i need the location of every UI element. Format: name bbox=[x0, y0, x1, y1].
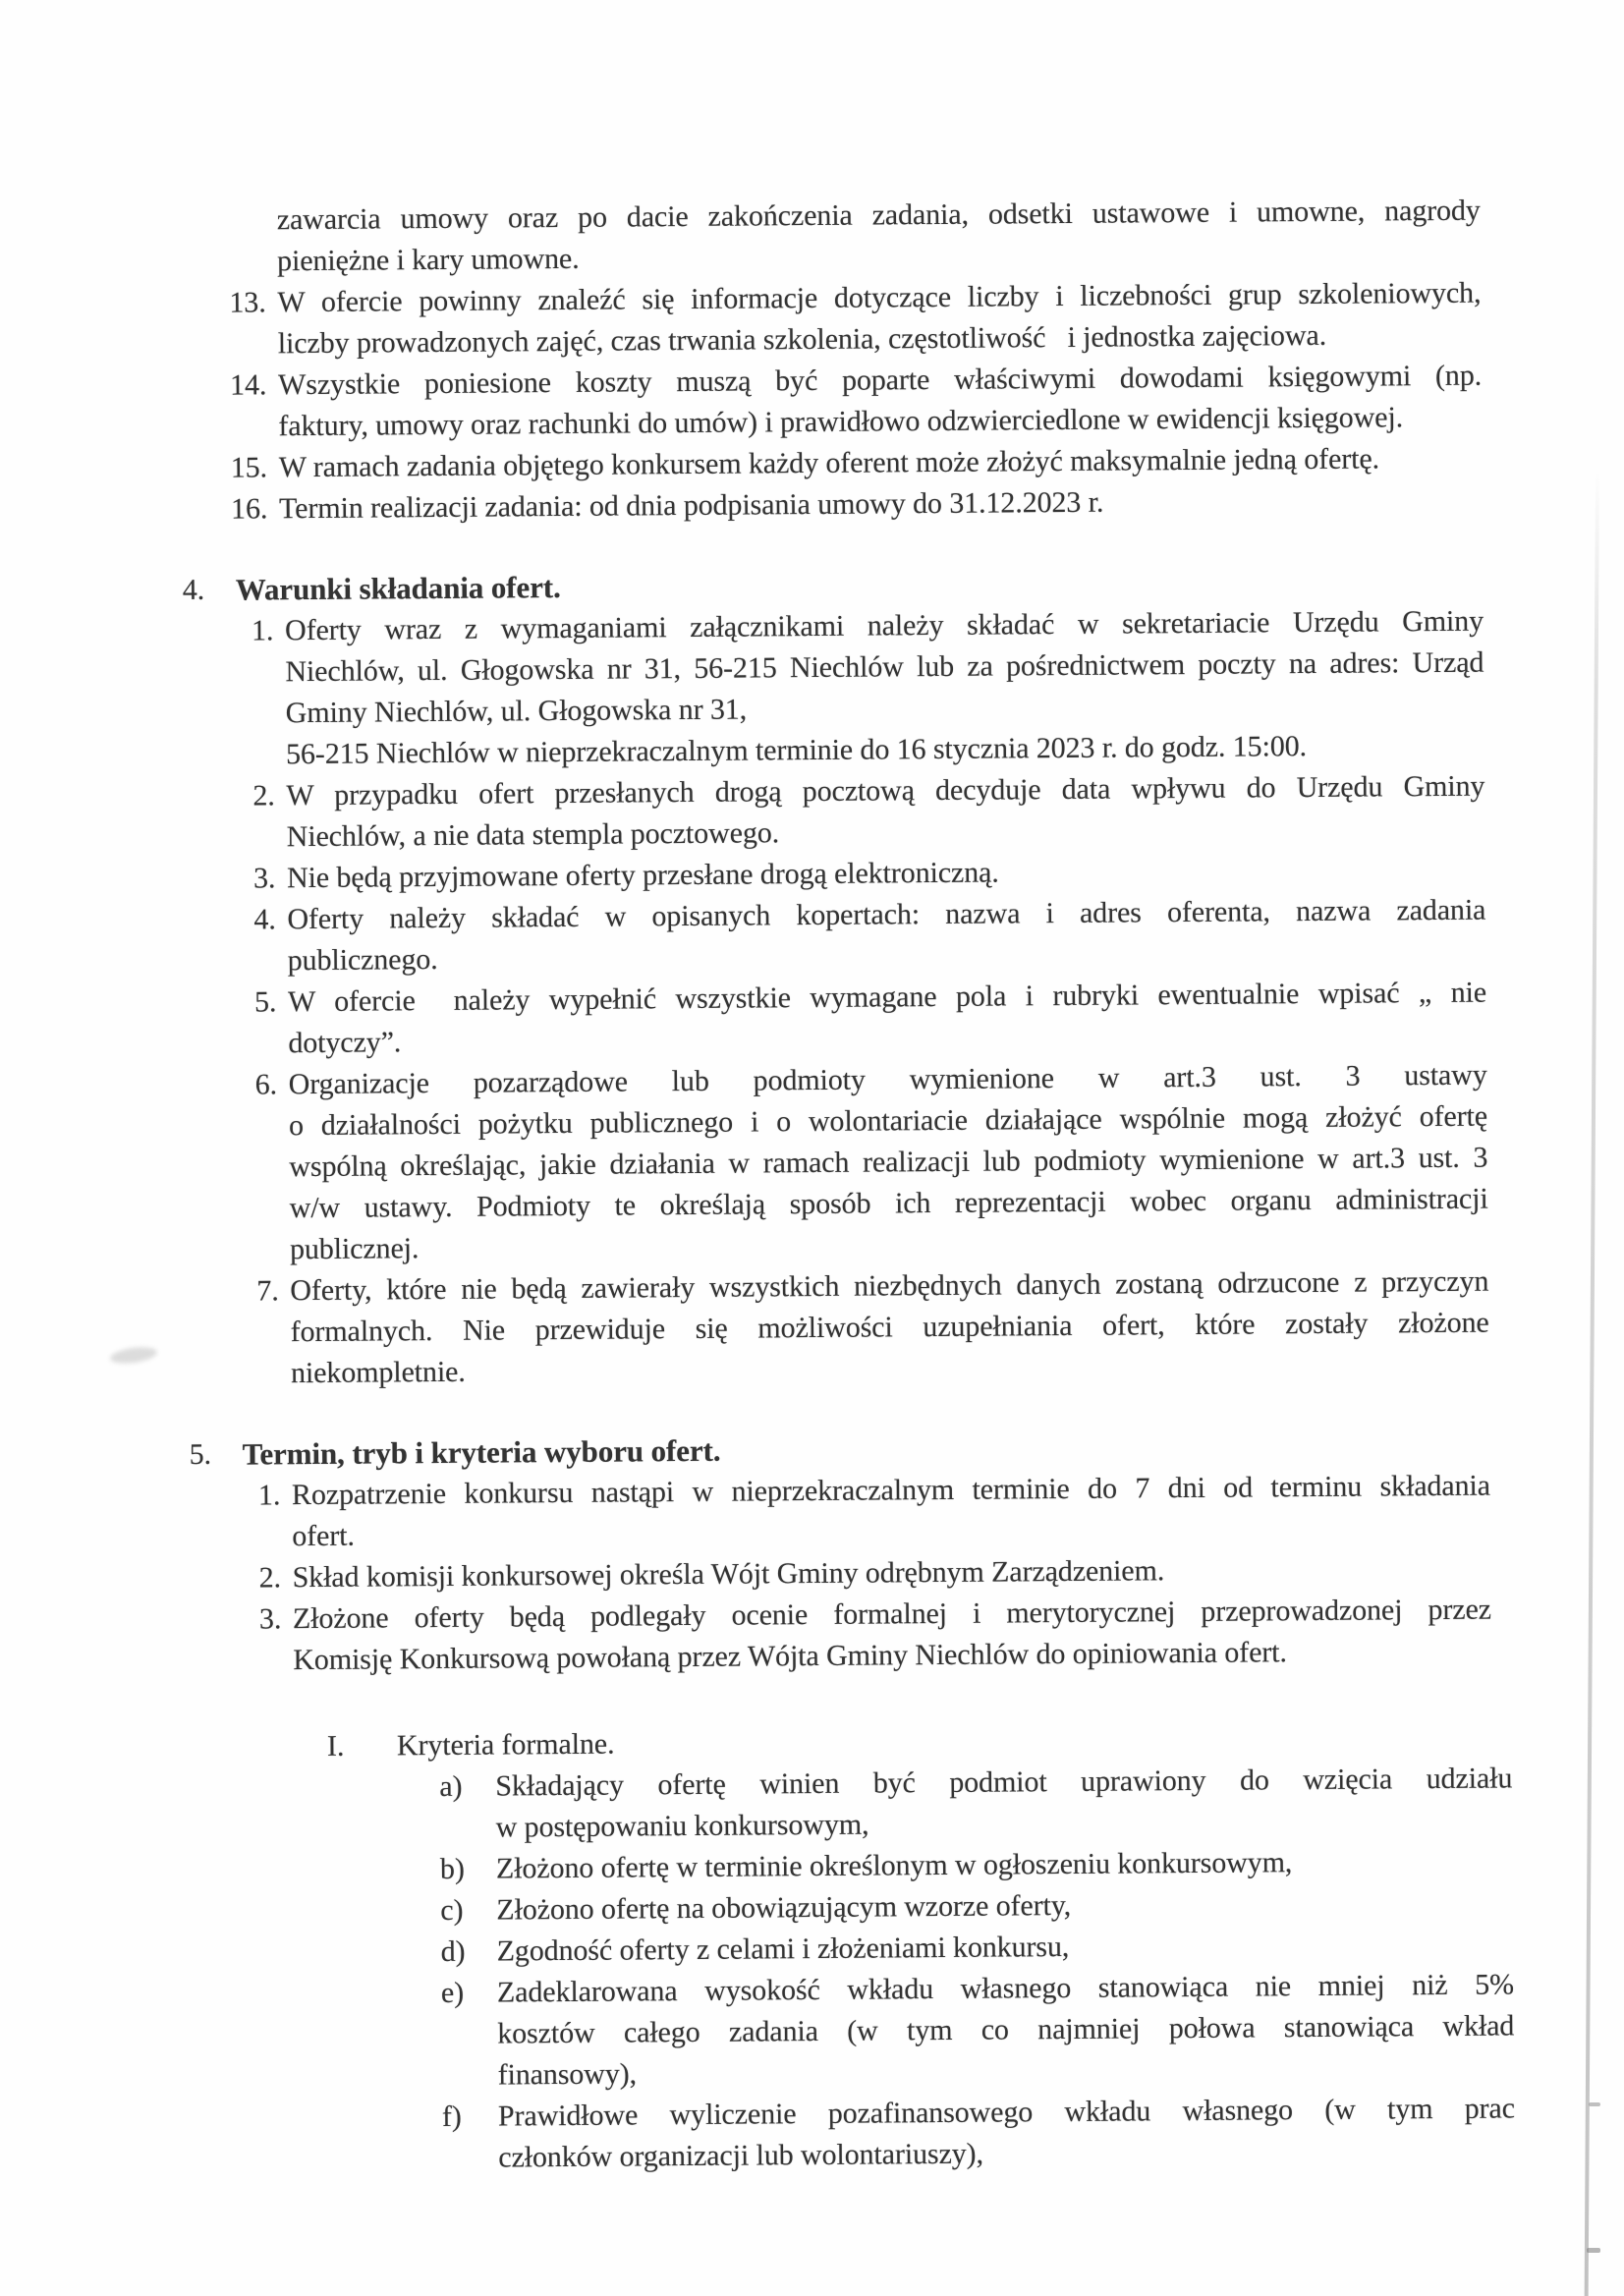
text-line: Złożone oferty będą podlegały ocenie formalnej i merytorycznej przeprowadzonej przez bbox=[292, 1593, 1492, 1636]
list-item bbox=[439, 1758, 1513, 1849]
list-item bbox=[254, 973, 1487, 1065]
roman-section-title: Kryteria formalne. bbox=[396, 1727, 615, 1763]
text-line: Termin realizacji zadania: od dnia podpisania umowy do 31.12.2023 r. bbox=[278, 485, 1104, 526]
text-line: o działalności pożytku publicznego i o wolontariacie działające wspólnie mogą złożyć ofertę bbox=[288, 1099, 1488, 1143]
numbered-list-13-16 bbox=[0, 272, 1621, 532]
item-marker: c) bbox=[440, 1893, 464, 1928]
text-line: W ramach zadania objętego konkursem każdy oferent może złożyć maksymalnie jedną ofertę. bbox=[278, 442, 1380, 484]
text-line: W ofercie należy wypełnić wszystkie wymagane pola i rubryki ewentualnie wpisać „ nie bbox=[287, 976, 1487, 1019]
text-line: liczby prowadzonych zajęć, czas trwania szkolenia, częstotliwość i jednostka zajęciowa. bbox=[277, 318, 1327, 361]
list-item bbox=[252, 766, 1485, 859]
item-marker: 3. bbox=[258, 1602, 282, 1636]
text-line: Złożono ofertę w terminie określonym w ogłoszeniu konkursowym, bbox=[495, 1846, 1293, 1885]
item-marker: a) bbox=[439, 1769, 463, 1804]
text-line: członków organizacji lub wolontariuszy), bbox=[498, 2137, 984, 2174]
section-item-list bbox=[0, 600, 1624, 1397]
item-marker: 7. bbox=[256, 1274, 279, 1308]
list-item bbox=[255, 1055, 1489, 1271]
text-line: Nie będą przyjmowane oferty przesłane drogą elektroniczną. bbox=[286, 856, 999, 895]
item-marker: 13. bbox=[229, 286, 266, 319]
item-marker: 6. bbox=[254, 1068, 278, 1101]
text-line: w postępowaniu konkursowym, bbox=[495, 1808, 869, 1844]
item-marker: 14. bbox=[229, 368, 267, 402]
list-item bbox=[253, 890, 1486, 982]
list-item bbox=[230, 356, 1483, 448]
item-marker: 4. bbox=[253, 903, 276, 936]
text-line: Składający ofertę winien być podmiot uprawiony do wzięcia udziału bbox=[495, 1762, 1513, 1803]
item-marker: 15. bbox=[230, 451, 268, 484]
section-number: 4. bbox=[182, 573, 205, 607]
text-line: Komisję Konkursową powołaną przez Wójta Gminy Niechlów do opiniowania ofert. bbox=[293, 1636, 1288, 1677]
text-line: finansowy), bbox=[497, 2057, 638, 2092]
roman-section-marker: I. bbox=[326, 1729, 345, 1763]
item-marker: e) bbox=[440, 1976, 465, 2009]
text-line: Organizacje pozarządowe lub podmioty wymienione w art.3 ust. 3 ustawy bbox=[288, 1058, 1487, 1101]
text-line: Niechlów, a nie data stempla pocztowego. bbox=[286, 816, 780, 854]
list-item bbox=[252, 601, 1484, 776]
section-item-list bbox=[5, 1464, 1624, 1683]
lettered-criteria-list bbox=[7, 1757, 1624, 2182]
text-line: formalnych. Nie przewiduje się możliwości uzupełniania ofert, które zostały złożone bbox=[290, 1306, 1489, 1349]
text-line: w/w ustawy. Podmioty te określają sposób ich reprezentacji wobec organu administracji bbox=[289, 1182, 1488, 1225]
paragraph-continuation bbox=[0, 190, 1619, 285]
item-marker: d) bbox=[440, 1934, 466, 1969]
text-line: pieniężne i kary umowne. bbox=[276, 242, 580, 278]
text-line: publicznego. bbox=[287, 942, 438, 978]
text-line: kosztów całego zadania (w tym co najmniej połowa stanowiąca wkład bbox=[497, 2009, 1515, 2050]
text-line: Wszystkie poniesione koszty muszą być poparte właściwymi dowodami księgowymi (np. bbox=[277, 359, 1483, 402]
section-title: Warunki składania ofert. bbox=[235, 570, 561, 607]
text-line: Oferty należy składać w opisanych kopertach: nazwa i adres oferenta, nazwa zadania bbox=[287, 893, 1486, 936]
list-item bbox=[229, 273, 1482, 365]
text-line: niekompletnie. bbox=[290, 1355, 466, 1390]
item-marker: 1. bbox=[257, 1479, 281, 1512]
text-line: dotyczy”. bbox=[288, 1026, 402, 1060]
text-line: Niechlów, ul. Głogowska nr 31, 56-215 Niechlów lub za pośrednictwem poczty na adres: Urząd bbox=[285, 645, 1484, 689]
item-marker: 16. bbox=[230, 492, 268, 526]
scan-artifact-tick bbox=[1589, 2102, 1600, 2106]
text-line: W ofercie powinny znaleźć się informacje dotyczące liczby i liczebności grup szkoleniowych, bbox=[277, 276, 1482, 319]
sections-container bbox=[0, 559, 1624, 1684]
text-line: W przypadku ofert przesłanych drogą pocztową decyduje data wpływu do Urzędu Gminy bbox=[286, 769, 1485, 812]
list-item bbox=[256, 1261, 1489, 1395]
item-marker: 2. bbox=[258, 1561, 282, 1595]
list-item bbox=[442, 2088, 1516, 2179]
list-item bbox=[258, 1466, 1491, 1558]
section-number: 5. bbox=[189, 1437, 212, 1471]
item-marker: 2. bbox=[252, 779, 275, 812]
text-line: Skład komisji konkursowej określa Wójt Gminy odrębnym Zarządzeniem. bbox=[292, 1554, 1165, 1595]
item-marker: 1. bbox=[251, 614, 274, 647]
list-item bbox=[259, 1590, 1492, 1682]
section-title: Termin, tryb i kryteria wyboru ofert. bbox=[242, 1432, 721, 1472]
text-line: Zgodność oferty z celami i złożeniami konkursu, bbox=[496, 1930, 1070, 1968]
text-line: ofert. bbox=[292, 1519, 355, 1553]
text-line: Gminy Niechlów, ul. Głogowska nr 31, bbox=[285, 693, 748, 730]
item-marker: 3. bbox=[252, 862, 276, 895]
text-line: Oferty wraz z wymaganiami załącznikami należy składać w sekretariacie Urzędu Gminy bbox=[284, 604, 1484, 647]
item-marker: b) bbox=[439, 1852, 465, 1886]
text-line: zawarcia umowy oraz po dacie zakończenia zadania, odsetki ustawowe i umowne, nagrody bbox=[276, 194, 1481, 237]
item-marker: 5. bbox=[253, 985, 277, 1019]
text-line: Rozpatrzenie konkursu nastąpi w nieprzekraczalnym terminie do 7 dni od terminu składania bbox=[291, 1469, 1491, 1512]
text-line: Oferty, które nie będą zawierały wszystkich niezbędnych danych zostaną odrzucone z przyczyn bbox=[290, 1264, 1489, 1308]
text-line: 56-215 Niechlów w nieprzekraczalnym terminie do 16 stycznia 2023 r. do godz. 15:00. bbox=[285, 730, 1308, 771]
list-item bbox=[441, 1964, 1515, 2097]
text-line: publicznej. bbox=[289, 1232, 420, 1266]
text-line: faktury, umowy oraz rachunki do umów) i prawidłowo odzwierciedlone w ewidencji księgowej. bbox=[278, 401, 1404, 443]
text-line: Prawidłowe wyliczenie pozafinansowego wkładu własnego (w tym prac bbox=[497, 2092, 1516, 2133]
item-marker: f) bbox=[441, 2100, 462, 2133]
text-line: Złożono ofertę na obowiązującym wzorze oferty, bbox=[496, 1888, 1072, 1927]
list-item bbox=[231, 479, 1483, 531]
text-line: Zadeklarowana wysokość wkładu własnego stanowiąca nie mniej niż 5% bbox=[496, 1968, 1515, 2009]
text-line: wspólną określając, jakie działania w ramach realizacji lub podmioty wymienione w art.3 ust. 3 bbox=[289, 1141, 1488, 1184]
scan-artifact-tick bbox=[1587, 2248, 1600, 2253]
